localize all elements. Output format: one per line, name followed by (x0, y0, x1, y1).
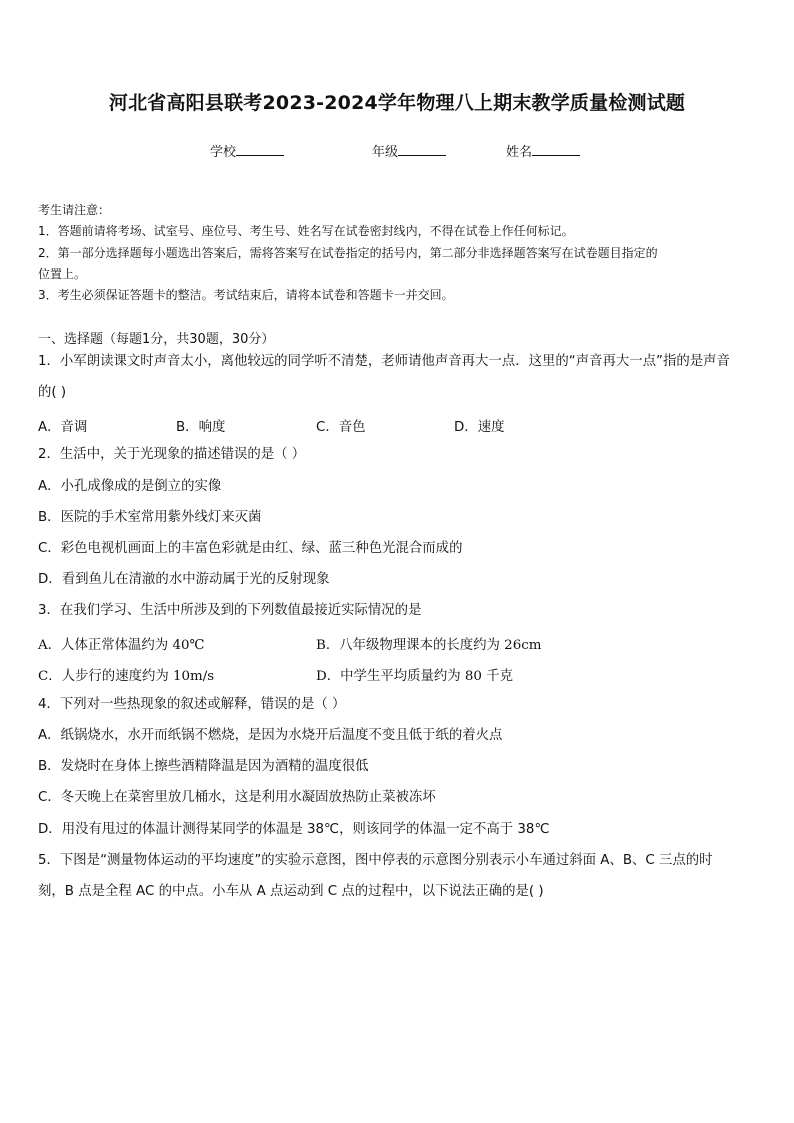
question-5-line: 刻，B 点是全程 AC 的中点。小车从 A 点运动到 C 点的过程中，以下说法正确的是( ) (38, 884, 544, 899)
question-5-line: 5．下图是“测量物体运动的平均速度”的实验示意图，图中停表的示意图分别表示小车通过斜面 A、B、C 三点的时 (38, 853, 713, 868)
q3-option-a: A．人体正常体温约为 40℃ (38, 638, 205, 653)
question-4-stem: 4．下列对一些热现象的叙述或解释，错误的是（ ） (38, 697, 346, 712)
q1-option-d: D．速度 (454, 420, 505, 435)
grade-field (372, 141, 446, 160)
question-3-stem: 3．在我们学习、生活中所涉及到的下列数值最接近实际情况的是 (38, 603, 422, 618)
question-2-stem: 2．生活中，关于光现象的描述错误的是（ ） (38, 447, 306, 462)
q2-option-a: A．小孔成像成的是倒立的实像 (38, 479, 222, 494)
notice-item: 3．考生必须保证答题卡的整洁。考试结束后，请将本试卷和答题卡一并交回。 (38, 288, 454, 302)
grade-label: 年级 (372, 145, 399, 160)
notice-item: 位置上。 (38, 267, 87, 281)
question-1-line: 的( ) (38, 385, 67, 400)
notice-item: 2．第一部分选择题每小题选出答案后，需将答案写在试卷指定的括号内，第二部分非选择题答案写在试卷题目指定的 (38, 246, 658, 260)
q3-option-d: D．中学生平均质量约为 80 千克 (316, 669, 513, 684)
q4-option-c: C．冬天晚上在菜窖里放几桶水，这是利用水凝固放热防止菜被冻坏 (38, 790, 436, 805)
notice-item: 1．答题前请将考场、试室号、座位号、考生号、姓名写在试卷密封线内，不得在试卷上作任何标记。 (38, 224, 574, 238)
q4-option-d: D．用没有甩过的体温计测得某同学的体温是 38℃，则该同学的体温一定不高于 38℃ (38, 822, 550, 837)
q2-option-b: B．医院的手术室常用紫外线灯来灭菌 (38, 510, 262, 525)
q2-option-d: D．看到鱼儿在清澈的水中游动属于光的反射现象 (38, 572, 330, 587)
q4-option-a: A．纸锅烧水，水开而纸锅不燃烧，是因为水烧开后温度不变且低于纸的着火点 (38, 728, 503, 743)
school-label: 学校 (210, 145, 237, 160)
q3-option-b: B．八年级物理课本的长度约为 26cm (316, 638, 542, 653)
notice-heading: 考生请注意： (38, 203, 111, 217)
grade-blank[interactable] (398, 142, 446, 156)
q3-option-c: C．人步行的速度约为 10m/s (38, 669, 215, 684)
q1-option-b: B．响度 (176, 420, 226, 435)
question-1-line: 1．小军朗读课文时声音太小，离他较远的同学听不清楚，老师请他声音再大一点．这里的“声音再大一点”指的是声音 (38, 354, 730, 369)
name-label: 姓名 (506, 145, 533, 160)
q1-option-a: A．音调 (38, 420, 88, 435)
name-blank[interactable] (532, 142, 580, 156)
name-field (506, 141, 580, 160)
q2-option-c: C．彩色电视机画面上的丰富色彩就是由红、绿、蓝三种色光混合而成的 (38, 541, 463, 556)
page-title: 河北省高阳县联考2023-2024学年物理八上期末教学质量检测试题 (108, 92, 686, 114)
section-title: 一、选择题（每题1分，共30题，30分） (38, 332, 275, 347)
q4-option-b: B．发烧时在身体上擦些酒精降温是因为酒精的温度很低 (38, 759, 369, 774)
q1-option-c: C．音色 (316, 420, 366, 435)
school-field (210, 141, 284, 160)
school-blank[interactable] (236, 142, 284, 156)
